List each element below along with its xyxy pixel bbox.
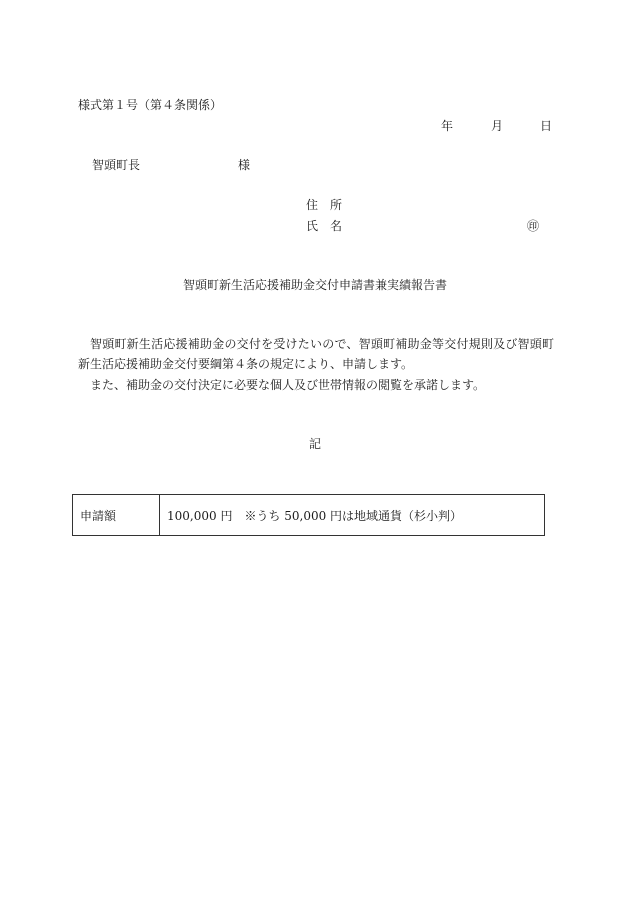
- document-title: 智頭町新生活応援補助金交付申請書兼実績報告書: [182, 278, 447, 292]
- date-year-label: 年: [441, 119, 454, 133]
- body-paragraph-2: また、補助金の交付決定に必要な個人及び世帯情報の閲覧を承諾します。: [90, 378, 486, 392]
- ki-heading: 記: [308, 437, 321, 451]
- seal-mark: ㊞: [527, 219, 540, 233]
- form-number: 様式第１号（第４条関係）: [78, 98, 223, 112]
- body-paragraph-1-line-1: 智頭町新生活応援補助金の交付を受けたいので、智頭町補助金等交付規則及び智頭町: [90, 337, 554, 351]
- application-amount-table: [72, 494, 545, 536]
- applicant-address-label: 住 所: [306, 198, 343, 212]
- body-paragraph-1-line-2: 新生活応援補助金交付要綱第４条の規定により、申請します。: [78, 357, 414, 371]
- date-month-label: 月: [491, 119, 504, 133]
- addressee-name: 智頭町長: [92, 158, 141, 172]
- table-row: [73, 495, 545, 536]
- date-day-label: 日: [540, 119, 553, 133]
- amount-label-cell: 申請額: [73, 495, 160, 536]
- addressee-honorific: 様: [238, 158, 251, 172]
- applicant-name-label: 氏 名: [306, 219, 343, 233]
- amount-value-cell: 100,000 円 ※うち 50,000 円は地域通貨（杉小判）: [160, 495, 545, 536]
